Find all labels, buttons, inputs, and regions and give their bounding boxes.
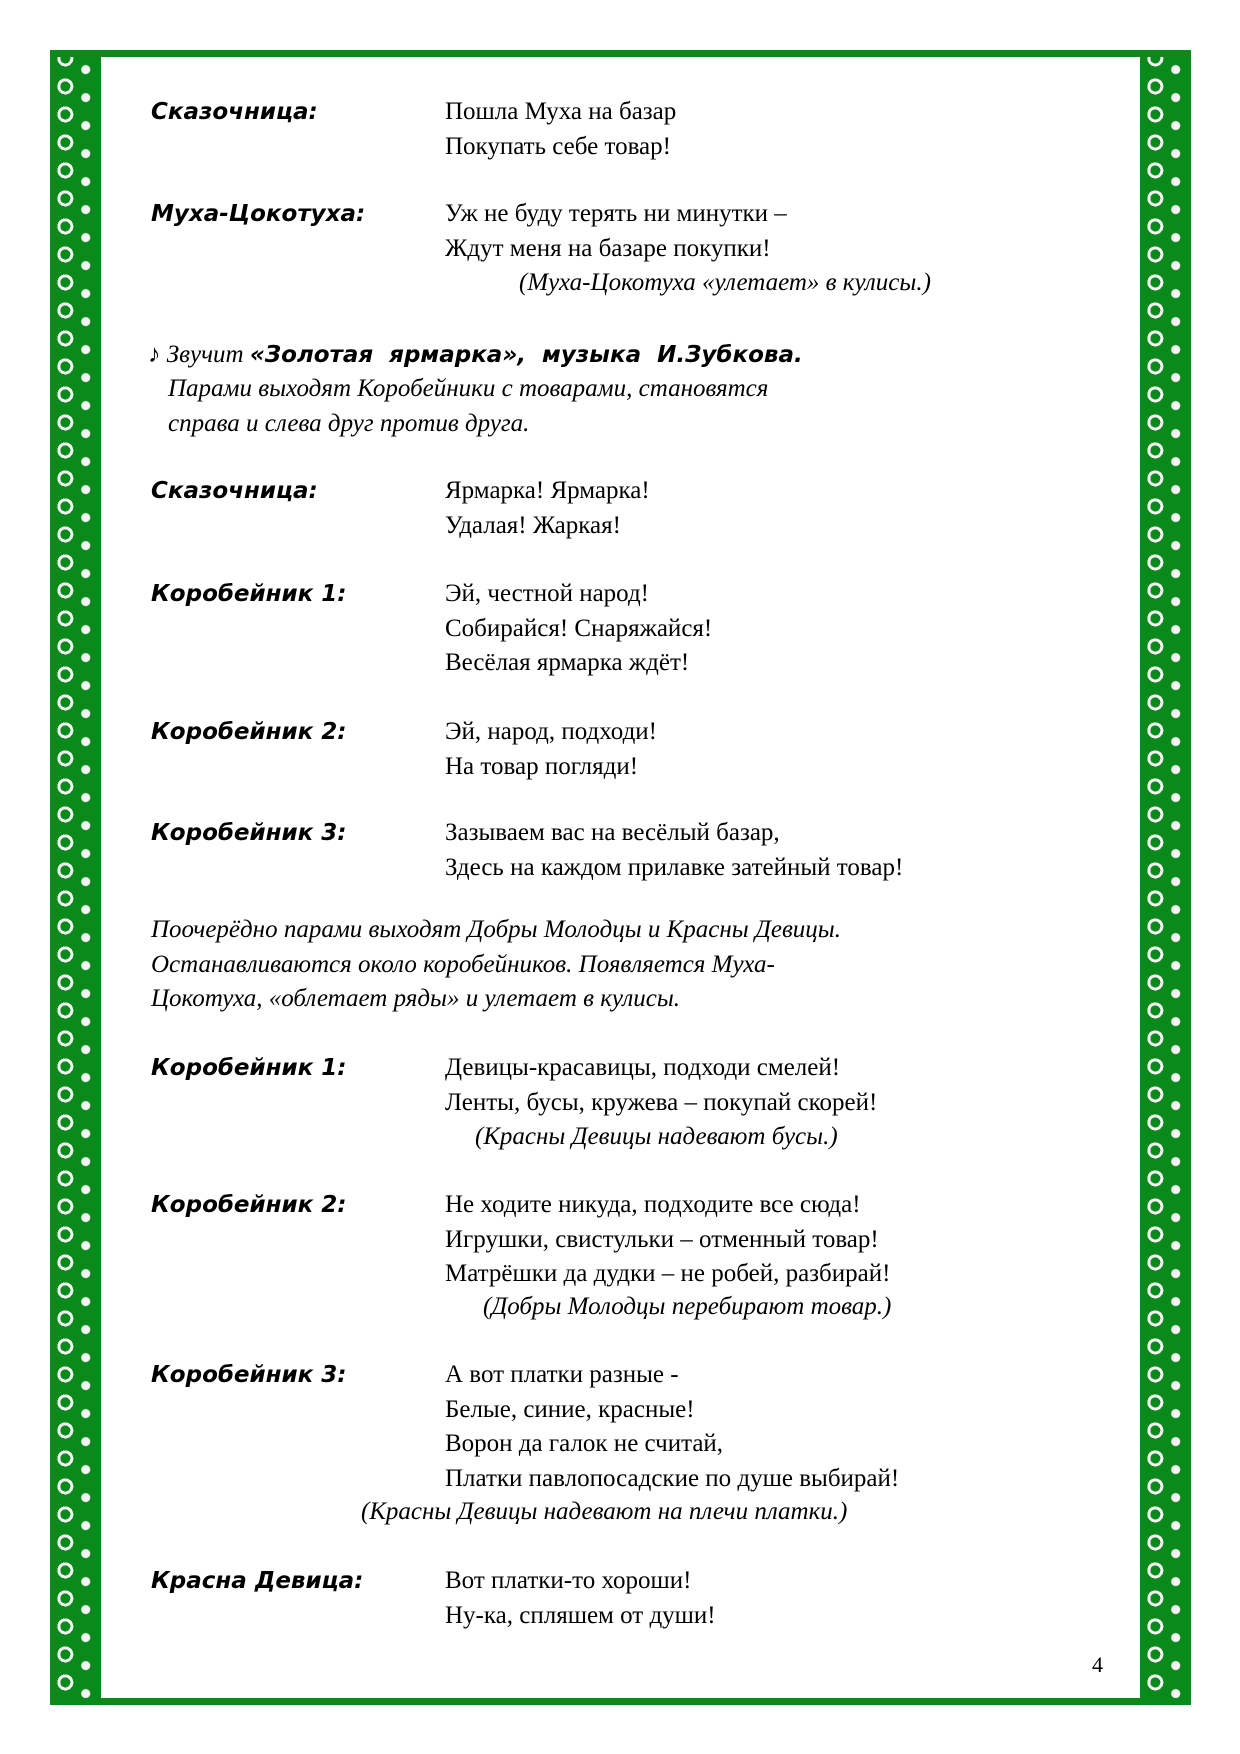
speech-line: Собирайся! Снаряжайся! — [445, 614, 713, 642]
music-note-icon: ♪ — [148, 341, 161, 368]
stage-direction: (Добры Молодцы перебирают товар.) — [483, 1293, 892, 1320]
stage-direction — [168, 372, 768, 441]
speech-lines — [445, 1188, 890, 1292]
left-ornament-border — [50, 50, 101, 1705]
speech-line: Платки павлопосадские по душе выбирай! — [445, 1464, 900, 1492]
speaker-name: Коробейник 2: — [151, 1192, 347, 1218]
speech-line: Уж не буду терять ни минутки – — [445, 200, 787, 227]
speech-line: Пошла Муха на базар — [445, 98, 677, 125]
speech-line: Ворон да галок не считай, — [445, 1430, 724, 1458]
speech-line: Не ходите никуда, подходите все сюда! — [445, 1191, 861, 1218]
speaker-name: Коробейник 1: — [151, 1055, 347, 1081]
speaker-name: Сказочница: — [151, 478, 318, 504]
speech-line: Ждут меня на базаре покупки! — [445, 234, 771, 262]
speech-lines — [445, 474, 650, 543]
direction-line: справа и слева друг против друга. — [168, 409, 530, 437]
direction-line: Поочерёдно парами выходят Добры Молодцы и Красны Девицы. — [151, 916, 841, 943]
speech-lines — [445, 1051, 877, 1120]
speaker-name: Коробейник 3: — [151, 820, 347, 846]
right-ornament-border — [1140, 50, 1191, 1705]
page-number: 4 — [1092, 1652, 1103, 1677]
music-cue — [148, 338, 803, 373]
speech-line: Весёлая ярмарка ждёт! — [445, 649, 690, 677]
speech-line: Ну-ка, спляшем от души! — [445, 1601, 716, 1629]
direction-line: Парами выходят Коробейники с товарами, становятся — [168, 375, 769, 402]
speech-line: Девицы-красавицы, подходи смелей! — [445, 1054, 841, 1081]
speech-lines — [445, 1358, 899, 1496]
bottom-border-line — [50, 1698, 1191, 1705]
stage-direction-paragraph — [151, 913, 841, 1017]
speech-lines — [445, 816, 903, 885]
speech-line: Эй, честной народ! — [445, 580, 650, 607]
speech-line: Матрёшки да дудки – не робей, разбирай! — [445, 1260, 891, 1288]
speech-line: Эй, народ, подходи! — [445, 718, 657, 745]
speech-line: Белые, синие, красные! — [445, 1395, 695, 1423]
speech-lines — [445, 577, 712, 681]
direction-line: Останавливаются около коробейников. Появляется Муха- — [151, 950, 775, 978]
direction-line: Цокотуха, «облетает ряды» и улетает в кулисы. — [151, 985, 681, 1013]
speech-lines — [445, 95, 676, 164]
speech-line: Игрушки, свистульки – отменный товар! — [445, 1225, 879, 1253]
speech-line: Удалая! Жаркая! — [445, 511, 621, 539]
speaker-name: Сказочница: — [151, 99, 318, 125]
speech-lines — [445, 715, 657, 784]
speech-line: Здесь на каждом прилавке затейный товар! — [445, 853, 904, 881]
speech-line: Ярмарка! Ярмарка! — [445, 477, 650, 504]
top-border-line — [50, 50, 1191, 57]
speaker-name: Муха-Цокотуха: — [151, 201, 366, 227]
speech-line: Вот платки-то хороши! — [445, 1567, 692, 1594]
stage-direction: (Красны Девицы надевают бусы.) — [475, 1123, 838, 1150]
speech-line: Ленты, бусы, кружева – покупай скорей! — [445, 1088, 878, 1116]
speech-lines — [445, 1564, 716, 1633]
music-prefix: Звучит — [166, 341, 244, 368]
stage-direction: (Муха-Цокотуха «улетает» в кулисы.) — [519, 269, 931, 296]
speech-line: Зазываем вас на весёлый базар, — [445, 819, 780, 846]
speaker-name: Коробейник 1: — [151, 581, 347, 607]
music-title: «Золотая ярмарка», музыка И.Зубкова. — [249, 342, 803, 368]
speaker-name: Коробейник 3: — [151, 1362, 347, 1388]
speaker-name: Красна Девица: — [151, 1568, 364, 1594]
speech-line: Покупать себе товар! — [445, 132, 671, 160]
speech-lines — [445, 197, 787, 266]
stage-direction: (Красны Девицы надевают на плечи платки.) — [361, 1498, 848, 1525]
speech-line: На товар погляди! — [445, 752, 639, 780]
speaker-name: Коробейник 2: — [151, 719, 347, 745]
speech-line: А вот платки разные - — [445, 1361, 679, 1388]
